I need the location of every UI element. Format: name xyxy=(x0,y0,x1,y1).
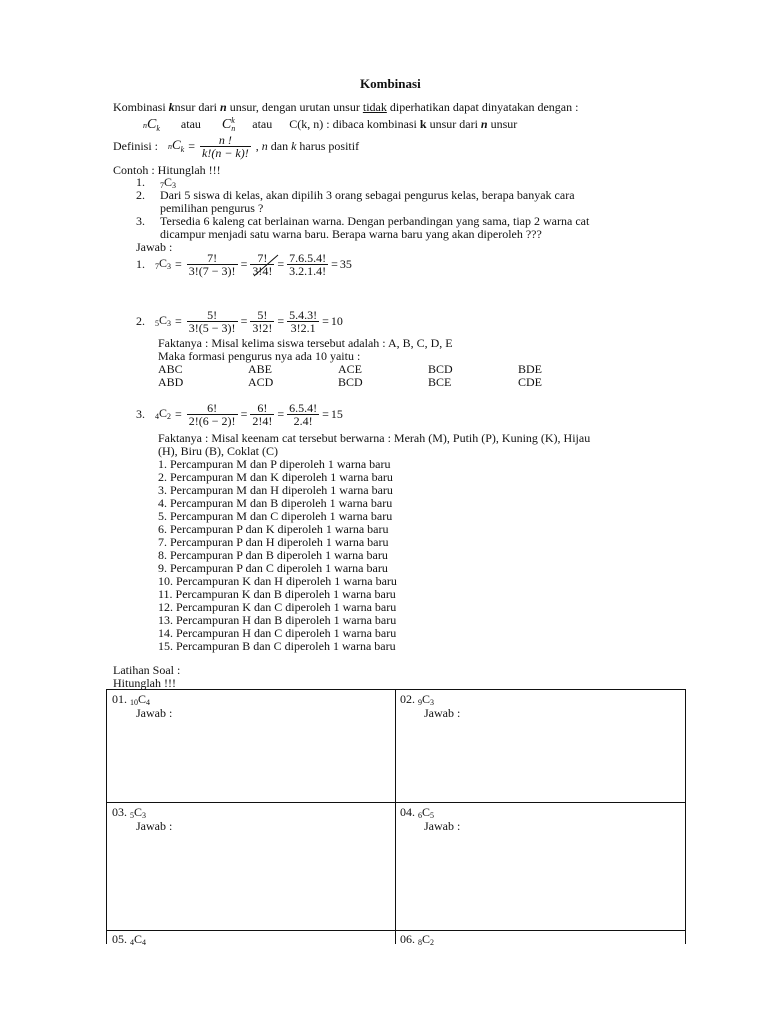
exercise-02-jawab: Jawab : xyxy=(424,706,461,720)
list-item: 1. Percampuran M dan P diperoleh 1 warna baru xyxy=(158,457,391,471)
formasi-cell: BCD xyxy=(428,362,453,376)
exercise-05: 05. $_4C_4$ xyxy=(112,932,147,947)
formasi-cell: ABE xyxy=(248,362,272,376)
ans2-fraction-3: $\frac{5.4.3!}{3!2.1}$ xyxy=(289,308,318,335)
ans3-result: 15 xyxy=(330,407,343,421)
grid-horizontal-divider xyxy=(106,930,686,931)
exercise-04: 04. $_6C_5$ xyxy=(400,805,435,820)
formasi-cell: BCD xyxy=(338,375,363,389)
contoh-item-1: 1. $_7C_3$ xyxy=(136,175,177,190)
grid-horizontal-divider xyxy=(106,802,686,803)
contoh-item-2: 2. Dari 5 siswa di kelas, akan dipilih 3 orang sebagai pengurus kelas, berapa banyak cara xyxy=(136,188,575,202)
ans3-fraction-2: $\frac{6!}{2!4!}$ xyxy=(252,401,273,428)
ans2-fraction-2: $\frac{5!}{3!2!}$ xyxy=(252,308,273,335)
exercise-01: 01. $_{10}C_4$ xyxy=(112,692,151,707)
intro-line: Kombinasi knsur dari n unsur, dengan urutan unsur tidak diperhatikan dapat dinyatakan dengan : xyxy=(113,100,579,114)
ans1-fraction-2: $\frac{7!}{3!4!}$ xyxy=(250,252,274,277)
ans2-result: 10 xyxy=(330,314,343,328)
answer-1: 1. $_7C_3$ = $\frac{7!}{3!(7 - 3)!}$ = $\frac{7!}{3!4!}$ = $\frac{7.6.5.4!}{3.2.1.4!}$ = 35 xyxy=(136,251,352,278)
ans3-fakta-1: Faktanya : Misal keenam cat tersebut berwarna : Merah (M), Putih (P), Kuning (K), Hijau xyxy=(158,431,591,445)
exercise-02: 02. $_9C_3$ xyxy=(400,692,435,707)
latihan-label: Latihan Soal : xyxy=(113,663,181,677)
jawab-label: Jawab : xyxy=(136,240,173,254)
answer-2: 2. $_5C_3$ = $\frac{5!}{3!(5 - 3)!}$ = $\frac{5!}{3!2!}$ = $\frac{5.4.3!}{3!2.1}$ = 10 xyxy=(136,308,343,335)
list-item: 8. Percampuran P dan B diperoleh 1 warna baru xyxy=(158,548,388,562)
cancel-stroke-icon xyxy=(250,252,280,278)
hitunglah-label: Hitunglah !!! xyxy=(113,676,176,690)
list-item: 5. Percampuran M dan C diperoleh 1 warna baru xyxy=(158,509,393,523)
definition-fraction: $\frac{n !}{k!(n - k)!}$ xyxy=(202,133,249,160)
ans2-maka: Maka formasi pengurus nya ada 10 yaitu : xyxy=(158,349,361,363)
exercise-grid xyxy=(106,689,686,944)
exercise-03: 03. $_5C_3$ xyxy=(112,805,147,820)
ans3-fraction-3: $\frac{6.5.4!}{2.4!}$ xyxy=(289,401,318,428)
ans3-fraction-1: $\frac{6!}{2!(6 - 2)!}$ xyxy=(188,401,236,428)
formasi-cell: ACD xyxy=(248,375,274,389)
ans1-result: 35 xyxy=(339,257,352,271)
exercise-06: 06. $_8C_2$ xyxy=(400,932,435,947)
list-item: 9. Percampuran P dan C diperoleh 1 warna baru xyxy=(158,561,388,575)
list-item: 6. Percampuran P dan K diperoleh 1 warna baru xyxy=(158,522,389,536)
ans1-fraction-3: $\frac{7.6.5.4!}{3.2.1.4!}$ xyxy=(289,251,327,278)
contoh-label: Contoh : Hitunglah !!! xyxy=(113,163,221,177)
list-item: 14. Percampuran H dan C diperoleh 1 warna baru xyxy=(158,626,397,640)
list-item: 3. Percampuran M dan H diperoleh 1 warna baru xyxy=(158,483,393,497)
exercise-04-jawab: Jawab : xyxy=(424,819,461,833)
list-item: 12. Percampuran K dan C diperoleh 1 warna baru xyxy=(158,600,397,614)
formasi-cell: BCE xyxy=(428,375,452,389)
formasi-cell: ABC xyxy=(158,362,183,376)
exercise-03-jawab: Jawab : xyxy=(136,819,173,833)
formasi-cell: CDE xyxy=(518,375,542,389)
exercise-01-jawab: Jawab : xyxy=(136,706,173,720)
contoh-item-2-cont: pemilihan pengurus ? xyxy=(160,201,264,215)
grid-vertical-divider xyxy=(395,689,396,944)
page-title: Kombinasi xyxy=(360,76,421,91)
answer-3: 3. $_4C_2$ = $\frac{6!}{2!(6 - 2)!}$ = $\frac{6!}{2!4!}$ = $\frac{6.5.4!}{2.4!}$ = 15 xyxy=(136,401,343,428)
contoh-item-3-cont: dicampur menjadi satu warna baru. Berapa warna baru yang akan diperoleh ??? xyxy=(160,227,542,241)
notation-line: $nC_k$ atau C k n atau C(k, n) : dibaca kombinasi k unsur dari n unsur xyxy=(143,116,518,133)
ans1-fraction-1: $\frac{7!}{3!(7 - 3)!}$ xyxy=(188,251,236,278)
ans2-fakta: Faktanya : Misal kelima siswa tersebut adalah : A, B, C, D, E xyxy=(158,336,453,350)
contoh-item-3: 3. Tersedia 6 kaleng cat berlainan warna. Dengan perbandingan yang sama, tiap 2 warna cat xyxy=(136,214,590,228)
list-item: 10. Percampuran K dan H diperoleh 1 warna baru xyxy=(158,574,397,588)
list-item: 2. Percampuran M dan K diperoleh 1 warna baru xyxy=(158,470,393,484)
list-item: 4. Percampuran M dan B diperoleh 1 warna baru xyxy=(158,496,393,510)
formasi-cell: ABD xyxy=(158,375,184,389)
ans3-fakta-2: (H), Biru (B), Coklat (C) xyxy=(158,444,278,458)
list-item: 11. Percampuran K dan B diperoleh 1 warna baru xyxy=(158,587,396,601)
formasi-cell: ACE xyxy=(338,362,362,376)
ans2-fraction-1: $\frac{5!}{3!(5 - 3)!}$ xyxy=(188,308,236,335)
formasi-cell: BDE xyxy=(518,362,542,376)
list-item: 13. Percampuran H dan B diperoleh 1 warna baru xyxy=(158,613,397,627)
definition: Definisi : $nC_k$ = $\frac{n !}{k!(n - k)!}$ , n dan k harus positif xyxy=(113,133,360,160)
list-item: 15. Percampuran B dan C diperoleh 1 warna baru xyxy=(158,639,396,653)
list-item: 7. Percampuran P dan H diperoleh 1 warna baru xyxy=(158,535,389,549)
